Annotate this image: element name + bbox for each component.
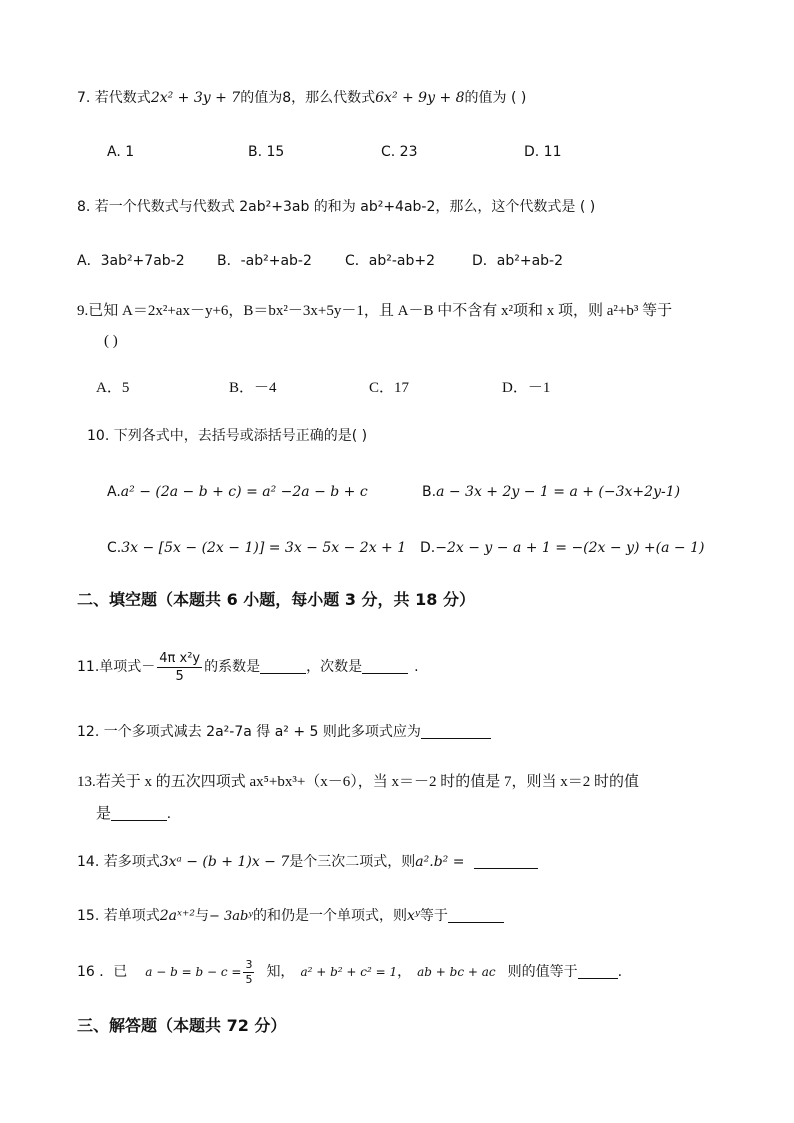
q14-middle: 是个三次二项式，则: [289, 854, 416, 870]
q8-option-d: D．ab²+ab-2: [472, 253, 564, 269]
q13-end: .: [167, 806, 171, 822]
q10-option-b: [422, 482, 680, 502]
q11-blank-coefficient[interactable]: [260, 659, 306, 674]
q16-fraction-denominator: 5: [245, 972, 253, 986]
q11-fraction-denominator: 5: [175, 668, 184, 684]
question-13-line1: 13.若关于 x 的五次四项式 ax⁵+bx³+（x－6），当 x＝－2 时的值是 7，则当 x＝2 时的值: [77, 774, 640, 790]
q16-fraction-numerator: 3: [245, 957, 253, 971]
question-12: [77, 722, 491, 742]
q16-suffix: 则的值等于: [507, 964, 578, 980]
q15-suffix: 等于: [419, 908, 448, 924]
q16-know: 知，: [266, 964, 295, 980]
q10-option-a: [107, 482, 368, 502]
question-9-line1: 9.已知 A＝2x²+ax－y+6，B＝bx²－3x+5y－1，且 A－B 中不含有 x²项和 x 项，则 a²+b³ 等于: [77, 303, 673, 319]
q16-prefix: 16 ．已: [77, 964, 128, 980]
q16-expr3: ab + bc + ac: [417, 965, 496, 979]
q10-option-b-label: B.: [422, 484, 437, 500]
q15-expr2: − 3abʸ: [208, 909, 253, 924]
q10-option-c: [107, 538, 406, 558]
q16-expr1: a − b = b − c =: [145, 965, 242, 979]
q10-option-d: [420, 538, 704, 558]
q14-expr: 3xᵃ − (b + 1)x − 7: [159, 854, 290, 870]
q15-prefix: 15. 若单项式: [77, 908, 160, 924]
q9-option-a: A．5: [96, 380, 130, 396]
q14-expr2: a².b² =: [415, 854, 465, 870]
q11-mid2: ，次数是: [306, 659, 363, 675]
q10-option-d-expr: −2x − y − a + 1 = −(2x − y) +(a − 1): [435, 540, 705, 556]
q16-blank[interactable]: [578, 964, 618, 979]
question-7: [77, 88, 526, 108]
q15-blank[interactable]: [448, 908, 504, 923]
q9-option-b: B．－4: [229, 380, 277, 396]
q7-suffix: 的值为 ( ): [464, 90, 527, 106]
section-2-heading: 二、填空题（本题共 6 小题，每小题 3 分，共 18 分）: [77, 590, 475, 609]
q10-option-b-expr: a − 3x + 2y − 1 = a + (−3x+2y-1): [436, 484, 681, 500]
q7-option-d: D. 11: [524, 144, 562, 160]
question-11: [77, 644, 419, 690]
q7-option-a: A. 1: [107, 144, 135, 160]
q10-option-c-label: C.: [107, 540, 122, 556]
q10-option-c-expr: 3x − [5x − (2x − 1)] = 3x − 5x − 2x + 1: [121, 540, 407, 556]
q7-prefix: 7. 若代数式: [77, 90, 151, 106]
q10-option-a-label: A.: [107, 484, 121, 500]
q15-middle: 的和仍是一个单项式，则: [252, 908, 407, 924]
q13-blank[interactable]: [111, 806, 167, 821]
q13-line2-text: 是: [96, 806, 112, 822]
question-9-line2: ( ): [104, 333, 118, 349]
question-13-line2: [96, 804, 171, 824]
q14-blank[interactable]: [474, 854, 538, 869]
q11-end: .: [414, 659, 419, 675]
q11-fraction: [157, 650, 202, 685]
q16-end: .: [617, 964, 623, 980]
q10-option-d-label: D.: [420, 540, 436, 556]
q9-option-c: C．17: [369, 380, 410, 396]
q16-fraction: [243, 958, 254, 987]
q14-prefix: 14. 若多项式: [77, 854, 160, 870]
q7-expr2: 6x² + 9y + 8: [375, 90, 465, 106]
q11-fraction-numerator: 4π x²y: [159, 650, 201, 666]
q11-blank-degree[interactable]: [362, 659, 408, 674]
question-16: [77, 952, 622, 992]
q16-comma: ，: [397, 964, 412, 980]
q11-prefix: 11.单项式－: [77, 659, 156, 675]
q7-option-c: C. 23: [381, 144, 418, 160]
q10-option-a-expr: a² − (2a − b + c) = a² −2a − b + c: [120, 484, 368, 500]
q8-option-a: A．3ab²+7ab-2: [77, 253, 185, 269]
q12-blank[interactable]: [421, 724, 491, 739]
q8-option-b: B．-ab²+ab-2: [217, 253, 312, 269]
q11-mid: 的系数是: [204, 659, 261, 675]
question-14: [77, 852, 538, 872]
q7-option-b: B. 15: [248, 144, 285, 160]
q7-middle: 的值为8，那么代数式: [240, 90, 376, 106]
q8-option-c: C．ab²-ab+2: [345, 253, 436, 269]
q15-expr3: xʸ: [406, 908, 420, 924]
question-15: [77, 906, 504, 927]
section-3-heading: 三、解答题（本题共 72 分）: [77, 1016, 287, 1035]
q15-with: 与: [194, 908, 209, 924]
question-10: 10. 下列各式中，去括号或添括号正确的是( ): [87, 428, 368, 444]
q15-expr1: 2aˣ⁺²: [159, 908, 195, 924]
q16-expr2: a² + b² + c² = 1: [300, 965, 398, 979]
question-8: 8. 若一个代数式与代数式 2ab²+3ab 的和为 ab²+4ab-2，那么，这个代数式是 ( ): [77, 199, 596, 215]
q9-option-d: D．－1: [502, 380, 551, 396]
q12-text: 12. 一个多项式减去 2a²-7a 得 a² + 5 则此多项式应为: [77, 724, 421, 740]
q7-expr1: 2x² + 3y + 7: [150, 90, 241, 106]
